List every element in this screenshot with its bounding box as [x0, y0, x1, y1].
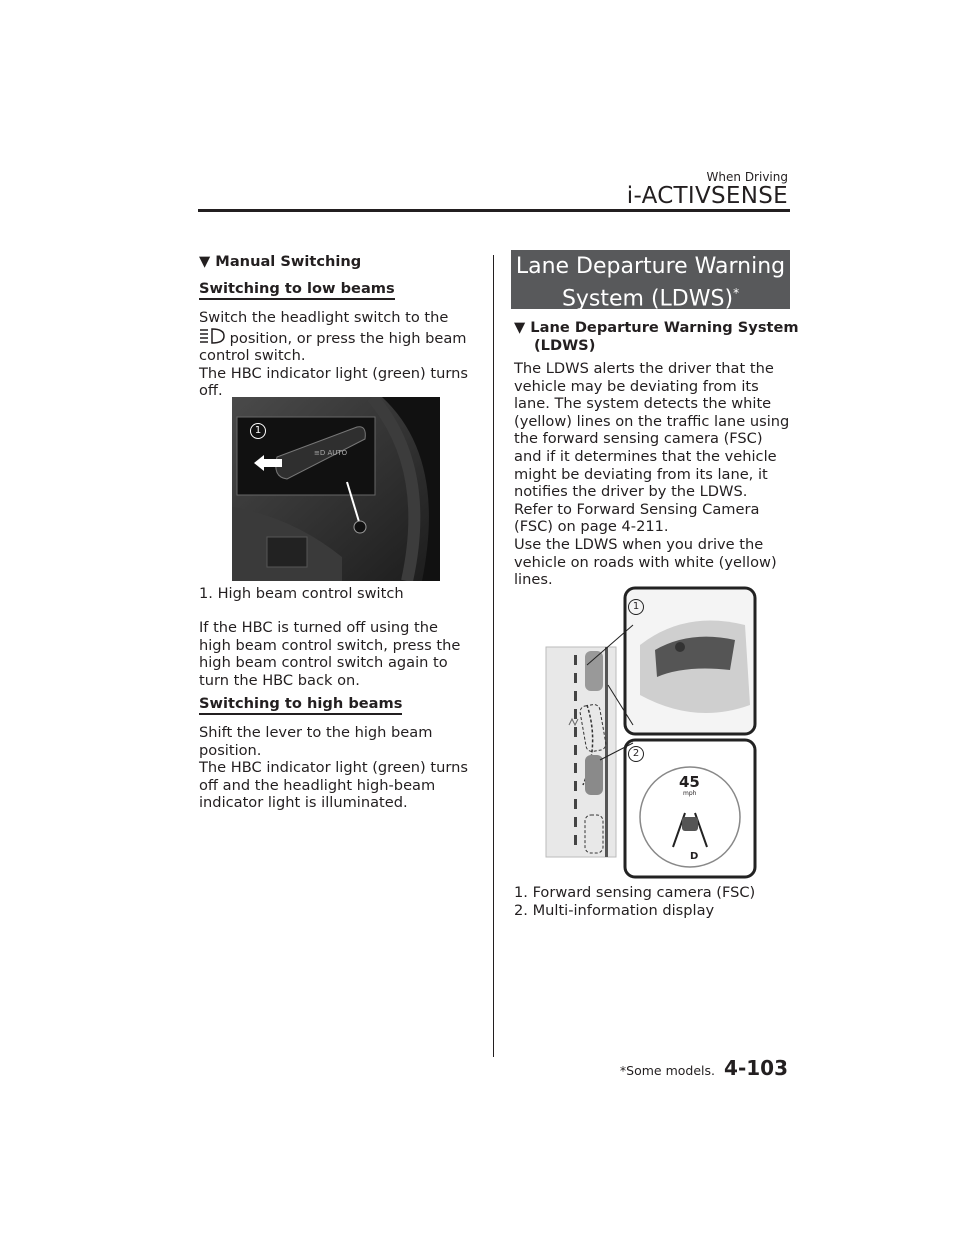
high-beams-paragraph: [199, 724, 474, 812]
fig2-caption-1: 1. Forward sensing camera (FSC): [514, 884, 756, 901]
header-rule: [198, 209, 790, 212]
speed-readout: 45: [679, 773, 700, 791]
fig1-caption: 1. High beam control switch: [199, 585, 404, 602]
header-section: When Driving: [706, 170, 788, 184]
svg-text:≡D AUTO: ≡D AUTO: [314, 449, 348, 457]
ldws-description: The LDWS alerts the driver that the vehicle may be deviating from its lane. The system detects the white (yellow) lines on the traffic lane using the forward sensing camera (FSC) and if it determines that the vehicle might be deviating from its lane, it notifies the driver by the LDWS.: [514, 360, 790, 501]
headlight-symbol-icon: [199, 327, 225, 345]
high-beams-text-a: Shift the lever to the high beam position.: [199, 724, 433, 759]
footer-note: *Some models.: [619, 1063, 715, 1078]
some-models-mark: *: [733, 286, 740, 300]
page-number: 4-103: [724, 1056, 788, 1080]
callout-1-fig1: 1: [250, 423, 266, 439]
callout-1-fig2: 1: [628, 599, 644, 615]
low-beams-paragraph: [199, 309, 474, 400]
lane-diagram-image: [545, 585, 760, 880]
hbc-off-text: The HBC indicator light (green) turns off.: [199, 364, 468, 400]
low-beams-text-a: Switch the headlight switch to the: [199, 309, 449, 326]
banner-line-2-wrap: [511, 280, 790, 312]
ldws-paragraph: [514, 360, 790, 589]
low-beams-text-b: position, or press the high beam control switch.: [199, 329, 467, 365]
ldws-heading-line-2: (LDWS): [534, 337, 596, 354]
banner-line-1: Lane Departure Warning: [515, 254, 786, 279]
high-beams-text-b: The HBC indicator light (green) turns off and the headlight high-beam indicator light is illuminated.: [199, 759, 468, 812]
ldws-usage: Use the LDWS when you drive the vehicle on roads with white (yellow) lines.: [514, 535, 777, 589]
fsc-reference: Refer to Forward Sensing Camera (FSC) on page 4-211.: [514, 500, 760, 536]
speed-unit: mph: [683, 790, 697, 797]
manual-switching-heading: ▼ Manual Switching: [199, 253, 362, 270]
low-beams-subheading: Switching to low beams: [199, 280, 395, 300]
fig2-caption-list: [514, 884, 755, 920]
header-chapter: i-ACTIVSENSE: [626, 183, 788, 209]
ldws-heading-line-1: ▼ Lane Departure Warning System: [514, 319, 799, 336]
column-divider: [493, 255, 494, 1057]
callout-2-fig2: 2: [628, 746, 644, 762]
hbc-turn-on-paragraph: If the HBC is turned off using the high beam control switch, press the high beam control switch again to turn the HBC back on.: [199, 619, 461, 689]
lever-figure: [232, 397, 440, 581]
high-beams-subheading: Switching to high beams: [199, 695, 402, 715]
banner-line-2: System (LDWS): [561, 286, 734, 312]
ldws-heading: [514, 319, 799, 355]
ldws-figure: [545, 585, 760, 880]
fig2-caption-2: 2. Multi-information display: [514, 902, 715, 919]
ldws-banner: [511, 250, 790, 312]
gear-indicator: D: [690, 851, 699, 862]
